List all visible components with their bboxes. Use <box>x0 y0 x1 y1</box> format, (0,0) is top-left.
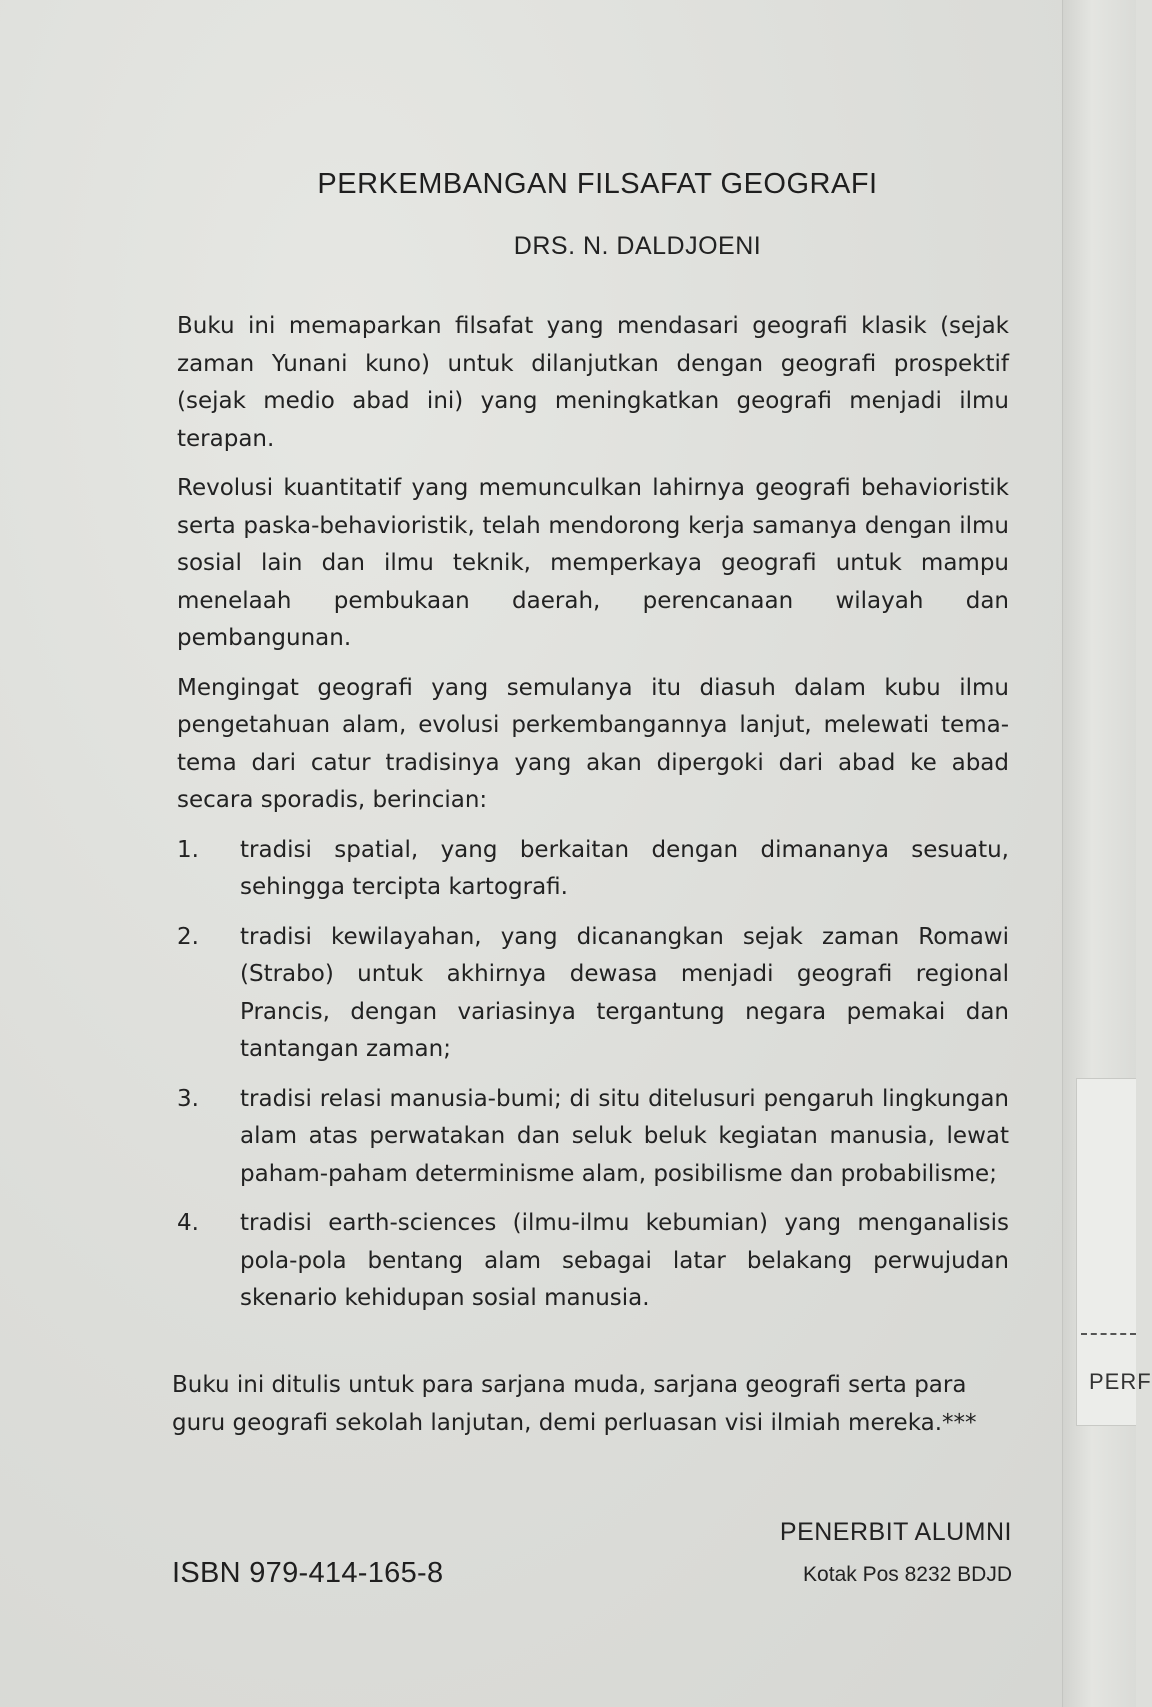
closing-paragraph: Buku ini ditulis untuk para sarjana muda, sarjana geografi serta para guru geografi sekolah lanjutan, demi perluasan visi ilmiah mereka.*** <box>172 1372 977 1436</box>
isbn: ISBN 979-414-165-8 <box>172 1557 444 1589</box>
list-number: 1. <box>177 836 199 863</box>
list-number: 3. <box>177 1085 199 1112</box>
paragraph: Mengingat geografi yang semulanya itu diasuh dalam kubu ilmu pengetahuan alam, evolusi perkembangannya lanjut, melewati tema-tema dari catur tradisinya yang akan dipergoki dari abad ke abad secara sporadis, berincian: <box>177 674 1009 813</box>
book-title: PERKEMBANGAN FILSAFAT GEOGRAFI <box>317 168 878 200</box>
adjacent-book-label <box>1076 1078 1152 1426</box>
list-item <box>177 919 1009 1069</box>
publisher-block <box>780 1518 1012 1587</box>
list-item <box>177 1205 1009 1318</box>
publisher-address: Kotak Pos 8232 BDJD <box>803 1563 1012 1586</box>
list-text: tradisi relasi manusia-bumi; di situ ditelusuri pengaruh lingkungan alam atas perwatakan dan seluk beluk kegiatan manusia, lewat paham-paham determinisme alam, posibilisme dan probabilisme; <box>240 1085 1009 1187</box>
publisher-name: PENERBIT ALUMNI <box>779 1518 1012 1546</box>
list-number: 2. <box>177 923 199 950</box>
tradition-list <box>177 832 1009 1318</box>
paragraph: Revolusi kuantitatif yang memunculkan lahirnya geografi behavioristik serta paska-behavioristik, telah mendorong kerja samanya dengan ilmu sosial lain dan ilmu teknik, memperkaya geografi untuk mampu menelaah pembukaan daerah, perencanaan wilayah dan pembangunan. <box>177 475 1009 651</box>
list-text: tradisi spatial, yang berkaitan dengan dimananya sesuatu, sehingga tercipta kartografi. <box>240 836 1009 900</box>
list-item <box>177 832 1009 907</box>
list-number: 4. <box>177 1210 199 1236</box>
book-author: DRS. N. DALDJOENI <box>513 232 762 260</box>
paragraph: Buku ini memaparkan filsafat yang mendasari geografi klasik (sejak zaman Yunani kuno) untuk dilanjutkan dengan geografi prospektif (sejak medio abad ini) yang meningkatkan geografi menjadi ilmu terapan. <box>177 313 1009 452</box>
label-dashed-line <box>1081 1333 1136 1335</box>
label-text: PERF <box>1089 1369 1152 1394</box>
list-text: tradisi earth-sciences (ilmu-ilmu kebumian) yang menganalisis pola-pola bentang alam sebagai latar belakang perwujudan skenario kehidupan sosial manusia. <box>240 1210 1009 1311</box>
list-text: tradisi kewilayahan, yang dicanangkan sejak zaman Romawi (Strabo) untuk akhirnya dewasa menjadi geografi regional Prancis, dengan variasinya tergantung negara pemakai dan tantangan zaman; <box>240 923 1009 1062</box>
list-item <box>177 1081 1009 1194</box>
blurb <box>177 308 1009 1330</box>
